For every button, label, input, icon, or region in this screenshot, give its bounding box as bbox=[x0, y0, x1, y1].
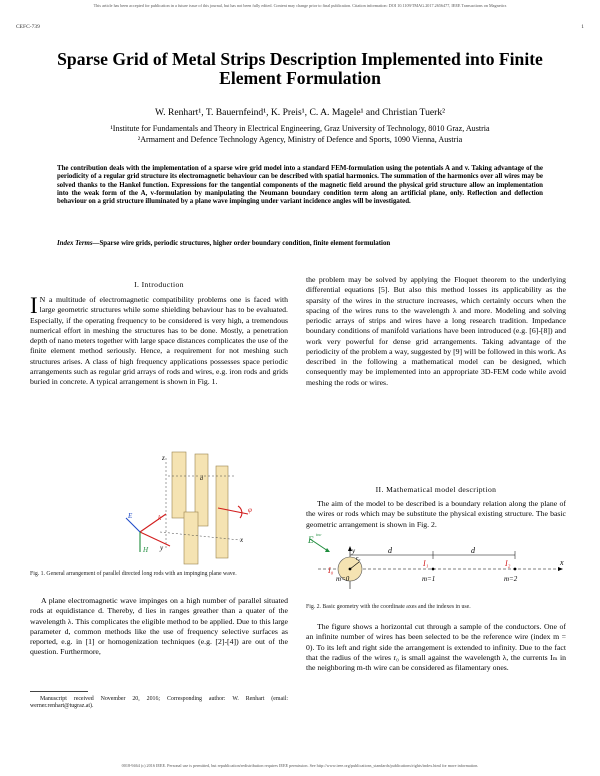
fig2-label-r0: r₀ bbox=[356, 556, 361, 562]
rod-3 bbox=[216, 466, 228, 558]
fig2-label-x: x bbox=[560, 558, 564, 567]
fig2-label-e: E bbox=[308, 535, 314, 545]
figure-2-basic-geometry bbox=[306, 527, 566, 597]
intro-first-word-rest: N bbox=[39, 295, 46, 304]
figure-2-caption: Fig. 2. Basic geometry with the coordinate axes and the indexes in use. bbox=[306, 604, 471, 610]
k-vector bbox=[140, 514, 166, 532]
drop-cap: I bbox=[30, 293, 38, 318]
figure-1-caption: Fig. 1. General arrangement of parallel directed long rods with an impinging plane wave. bbox=[30, 571, 237, 577]
footnote-rule bbox=[30, 691, 88, 692]
section-heading-introduction: I. Introduction bbox=[134, 280, 184, 289]
intro-paragraph-1-text: a multitude of electromagnetic compatibility problems one is faced with large geometric structures while some shielding behaviour has to be evaluated. Especially, if the operating frequency to be considered is very high, a tremendous numerical effort in meshing the structures has to be done. Mostly, a penetration depth of nano meters together with large space distances complicates the use of the finite element method seriously. Hence, a requirement for not meshing such structures arises. A class of high frequency applications possesses space periodic arrangements such as regular grid arrays of rods and wires, e.g. iron rods and grids buried in concrete. A typical arrangement is shown in Fig. 1. bbox=[30, 295, 288, 386]
fig2-label-m2: m=2 bbox=[504, 575, 518, 583]
col2-paragraph-1: the problem may be solved by applying the Floquet theorem to the underlying differential equations [5]. But also this method losses its applicability as the sparsity of the wires in the structure increases, which certainly occurs when the spacing of the wires runs to the wavelength λ and more. Modeling and solving periodic arrays of strips and wires have a long research tradition. Impedance boundary conditions of manifold variations have been introduced (e.g. [6]-[8]) and work very powerful for dense grid arrangements. Taking advantage of the periodicity of the problem a way, suggested by [9] will be followed in this work. As described in the following a mathematical model can be designed, which consequently may be implemented into an appropriate 3D-FEM code while avoid meshing the rods or wires. bbox=[306, 275, 566, 387]
e-vector bbox=[126, 518, 140, 532]
affiliation-1: ¹Institute for Fundamentals and Theory in Electrical Engineering, Graz University of Technology, 8010 Graz, Austria bbox=[110, 124, 490, 133]
footnote-received: Manuscript received November 20, 2016; Corresponding author: W. Renhart (email: werner.renhart@tugraz.at). bbox=[30, 696, 288, 710]
index-terms-label: Index Terms bbox=[57, 240, 93, 247]
author-list: W. Renhart¹, T. Bauernfeind¹, K. Preis¹, C. A. Magele¹ and Christian Tuerk² bbox=[155, 107, 445, 118]
fig2-label-m1: m=1 bbox=[422, 575, 436, 583]
paper-title: Sparse Grid of Metal Strips Description Implemented into Finite Element Formulation bbox=[57, 49, 543, 88]
figure-1-rod-arrangement bbox=[100, 448, 290, 570]
copyright-footer: 0018-9464 (c) 2016 IEEE. Personal use is permitted, but republication/redistribution requires IEEE permission. See http://www.ieee.org/publications_standards/publications/rights/index.html for more information. bbox=[121, 763, 479, 768]
fig1-label-h: H bbox=[143, 546, 149, 554]
abstract: The contribution deals with the implementation of a sparse wire grid model into a standard FEM-formulation using the potentials A and v. Taking advantage of the periodicity of a regular grid structure its electromagnetic behaviour can be described with spatial harmonics. The summation of the harmonics over all wires may be solved thanks to the Hankel function. Expressions for the tangential components of the magnetic field around the physical grid structure allow an implementation into the weak form of the A, v-formulation by manipulating the Neumann boundary condition term along an artificial plane, only. Reflection and deflection behaviour on a grid structure illuminated by a plane wave impinging under variant incidence angles will be investigated. bbox=[57, 165, 543, 206]
fig1-label-x: x bbox=[240, 536, 244, 544]
publication-notice: This article has been accepted for publication in a future issue of this journal, but has not been fully edited. Content may change prior to final publication. Citation information: DOI 10.1109/TMAG.2017.2656477, IEEE Transactions on Magnetics bbox=[93, 3, 507, 8]
wave-arrow bbox=[140, 532, 170, 546]
rod-4 bbox=[184, 512, 198, 564]
index-terms-text: —Sparse wire grids, periodic structures, higher order boundary condition, finite element formulation bbox=[92, 240, 391, 247]
fig1-label-d: d bbox=[200, 476, 203, 482]
fig1-label-z: z bbox=[162, 454, 165, 462]
col2-paragraph-3: The figure shows a horizontal cut through a sample of the conductors. One of an infinite number of wires has been selected to be the reference wire (index m = 0). To its left and right side the arrangement is extended to infinity. Due to the fact that the radius of the wires r₀ is small against the wavelength λ, the currents Iₘ in the neighboring m-th wire can be considered as filamentary ones. bbox=[306, 622, 566, 672]
wire-center-1 bbox=[432, 568, 435, 571]
x-axis-arrow bbox=[558, 567, 563, 571]
paper-id: CEFC-739 bbox=[16, 24, 40, 30]
fig1-label-k: k bbox=[158, 514, 162, 522]
fig2-label-i1: I₁ bbox=[423, 559, 429, 568]
page-number: 1 bbox=[581, 24, 584, 30]
fig1-label-y: y bbox=[160, 544, 164, 552]
fig2-label-i0: I₀ bbox=[328, 566, 334, 575]
fig1-label-e: E bbox=[128, 512, 133, 520]
col2-paragraph-2: The aim of the model to be described is a boundary relation along the plane of the wires or rods which may be substitute the physical existing structure. The basic geometric arrangement is shown in Fig. 2. bbox=[306, 499, 566, 529]
intro-paragraph-2: A plane electromagnetic wave impinges on a high number of parallel situated rods at equidistance d. Thereby, d lies in ranges greather than a quater of the wavelength λ. This complicates the eligible method to be applied. Due to this large parameter d, common methods like the use of frequency selective surfaces as reported, e.g. in [1] or homogenization techniques (e.g. [2]-[4]) are out of the question. Furthermore, bbox=[30, 596, 288, 657]
intro-paragraph-1 bbox=[30, 295, 288, 387]
fig2-label-d2: d bbox=[471, 546, 475, 555]
fig1-label-phi: φ bbox=[248, 506, 252, 514]
fig2-label-inc: inc bbox=[316, 532, 322, 537]
fig2-label-y: y bbox=[352, 547, 356, 555]
wire-center-2 bbox=[514, 568, 517, 571]
fig2-label-i2: I₂ bbox=[505, 559, 511, 568]
rod-1 bbox=[172, 452, 186, 518]
affiliation-2: ²Armament and Defence Technology Agency, Ministry of Defence and Sports, 1090 Vienna, Austria bbox=[137, 135, 463, 144]
wire-center-0 bbox=[349, 568, 352, 571]
section-heading-model: II. Mathematical model description bbox=[375, 485, 497, 494]
fig2-label-d1: d bbox=[388, 546, 392, 555]
fig2-label-m0: m=0 bbox=[336, 575, 350, 583]
index-terms bbox=[57, 240, 543, 248]
